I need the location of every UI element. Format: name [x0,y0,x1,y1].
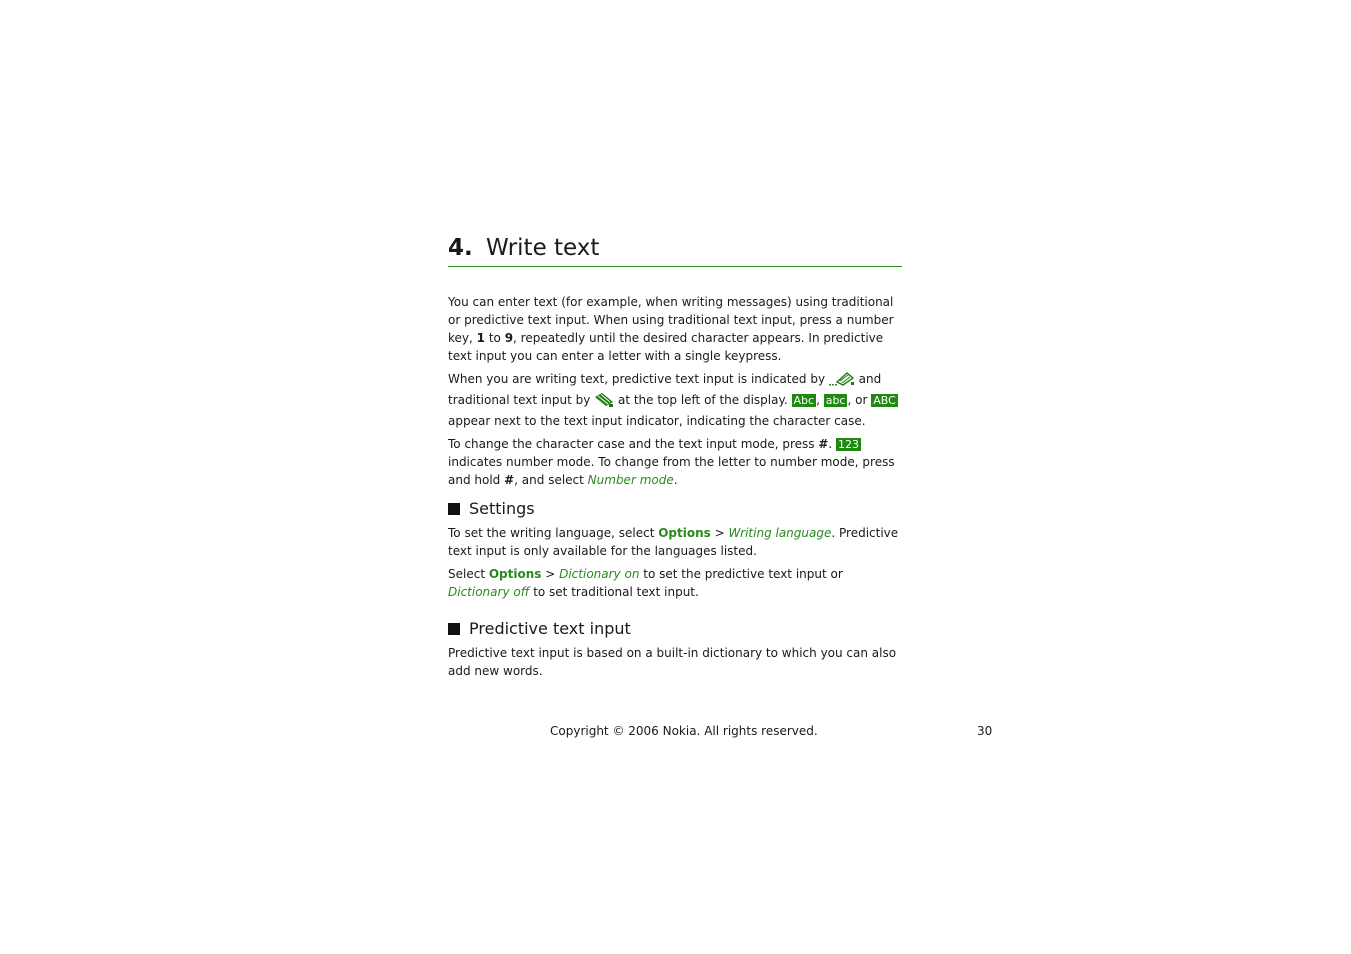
key-hash: # [818,437,829,451]
key-hash-hold: # [504,473,515,487]
intro-paragraph-3: To change the character case and the text input mode, press #. 123 indicates number mode. To change from the letter to number mode, press and hold #, and select Number mode. [448,437,895,487]
traditional-pen-icon [594,393,614,412]
bullet-square-icon [448,623,460,635]
indicator-upper-case: ABC [873,394,896,407]
copyright: Copyright © 2006 Nokia. All rights reserved. [550,724,818,738]
options-label: Options [488,567,542,581]
key-1: 1 [476,331,485,345]
indicator-lower-case: abc [825,394,846,407]
key-9: 9 [504,331,514,345]
menu-writing-language: Writing language [728,526,832,540]
intro-paragraph-2: When you are writing text, predictive text input is indicated by and traditional text input by at the top left of the display. Abc , abc , or ABC appear next to the text input indicator, indicating the character case. [448,372,896,428]
menu-dictionary-on: Dictionary on [559,567,640,581]
indicator-number-mode: 123 [838,438,860,451]
menu-dictionary-off: Dictionary off [448,585,530,599]
settings-paragraph-2: Select Options > Dictionary on to set the predictive text input or Dictionary off to set traditional text input. [448,567,843,599]
page-number: 30 [977,724,993,738]
settings-heading: Settings [448,499,535,519]
indicator-sentence-case: Abc [793,394,815,407]
menu-number-mode: Number mode [587,473,674,487]
bullet-square-icon [448,503,460,515]
predictive-pen-icon [829,372,855,391]
predictive-section [448,644,904,685]
intro-section [448,293,904,494]
chapter-number: 4. [448,235,473,261]
settings-paragraph-1: To set the writing language, select Options > Writing language. Predictive text input is only available for the languages listed. [448,526,899,558]
chapter-title [448,233,902,267]
chapter-title-text: Write text [486,235,600,261]
predictive-paragraph-1: Predictive text input is based on a built-in dictionary to which you can also add new words. [448,646,897,678]
settings-section [448,524,904,606]
intro-paragraph-1: You can enter text (for example, when writing messages) using traditional or predictive text input. When using traditional text input, press a number key, 1 to 9, repeatedly until the desired character appears. In predictive text input you can enter a letter with a single keypress. [448,295,894,363]
options-label: Options [658,526,711,540]
predictive-heading: Predictive text input [448,619,631,639]
